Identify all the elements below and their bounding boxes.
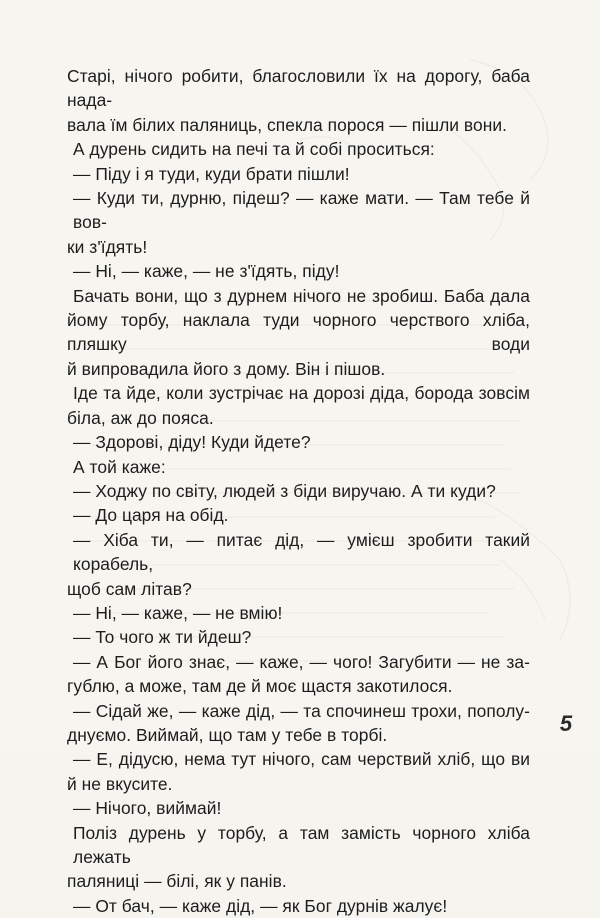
text-line: — А Бог його знає, — каже, — чого! Загубити — не за- [73,651,530,672]
text-line: Старі, нічого робити, благословили їх на дорогу, баба нада- [67,66,530,111]
text-line: — Ні, — каже, — не вмію! [73,602,283,623]
text-line: ки з'їдять! [67,236,148,257]
text-line: — Піду і я туди, куди брати пішли! [73,163,350,184]
text-line: А дурень сидить на печі та й собі проситься: [73,139,435,160]
text-line: йому торбу, наклала туди чорного черствого хліба, пляшку води [67,310,530,355]
text-line: щоб сам літав? [67,578,192,599]
text-line: — Е, дідусю, нема тут нічого, сам черствий хліб, що ви [73,749,530,770]
text-line: — От бач, — каже дід, — як Бог дурнів жалує! [73,895,448,916]
text-line: й випровадила його з дому. Він і пішов. [67,358,386,379]
text-line: — Сідай же, — каже дід, — та спочинеш трохи, пополу- [73,700,530,721]
text-line: Поліз дурень у торбу, а там замість чорного хліба лежать [73,822,530,867]
text-line: паляниці — білі, як у панів. [67,871,287,892]
text-line: — До царя на обід. [73,505,229,526]
text-line: — Куди ти, дурню, підеш? — каже мати. — Там тебе й вов- [73,188,530,233]
text-line: вала їм білих паляниць, спекла порося — пішли вони. [67,114,508,135]
text-line: — То чого ж ти йдеш? [73,627,252,648]
text-line: біла, аж до пояса. [67,407,214,428]
text-line: — Ні, — каже, — не з'їдять, піду! [73,261,340,282]
text-line: Іде та йде, коли зустрічає на дорозі діда, борода зовсім [73,383,530,404]
text-line: — Хіба ти, — питає дід, — умієш зробити такий корабель, [73,529,530,575]
text-line: Бачать вони, що з дурнем нічого не зробиш. Баба дала [73,285,530,306]
text-line: й не вкусите. [67,773,173,794]
text-line: — Ходжу по світу, людей з біди виручаю. А ти куди? [73,480,496,501]
text-line: А той каже: [73,456,166,477]
text-line: гублю, а може, там де й моє щастя закотилося. [67,676,453,697]
text-line: — Нічого, виймай! [73,798,222,819]
page-number: 5 [559,711,573,736]
text-line: днуємо. Виймай, що там у тебе в торбі. [67,724,388,745]
story-text [67,64,530,918]
text-line: — Здорові, діду! Куди йдете? [73,432,311,453]
